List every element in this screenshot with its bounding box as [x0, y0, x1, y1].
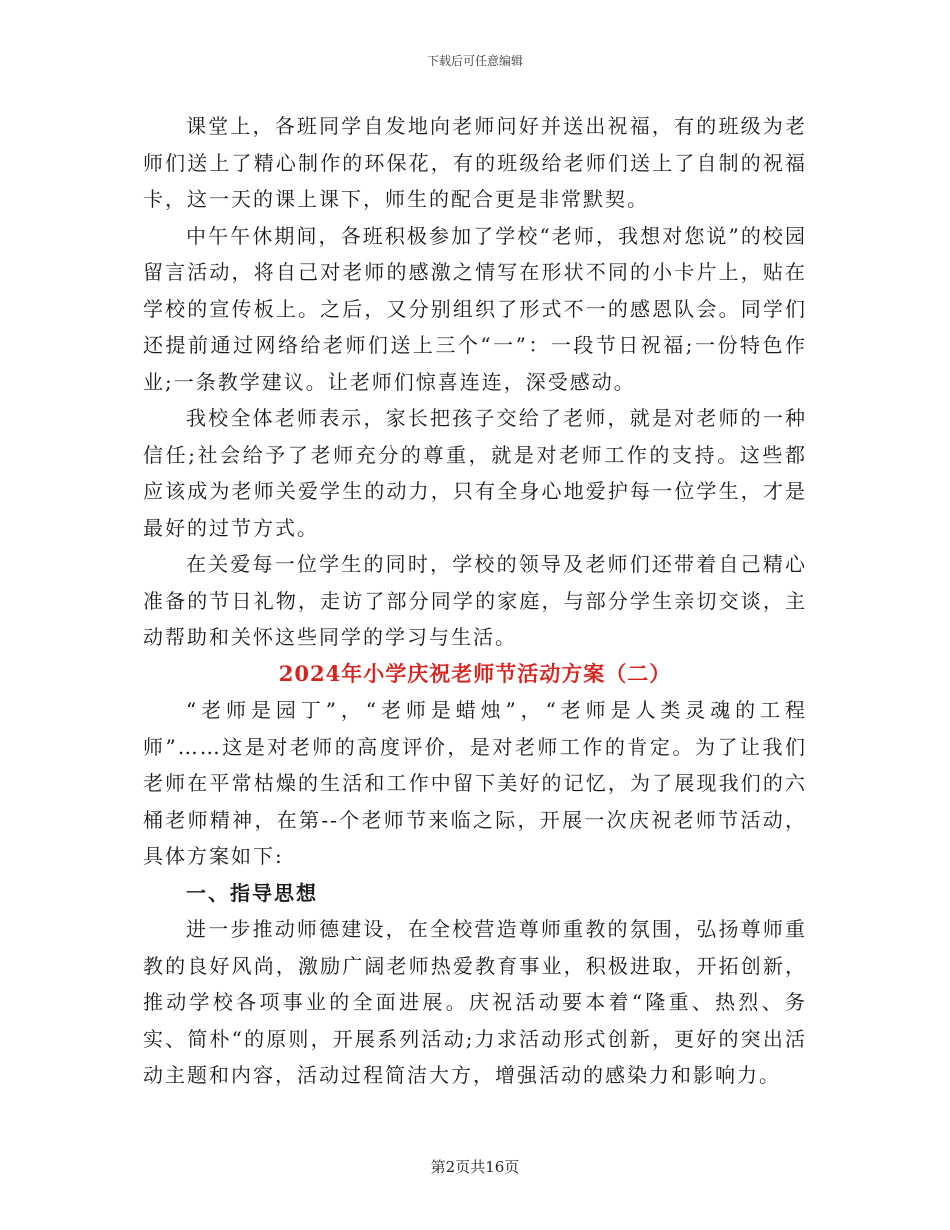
paragraph: 我校全体老师表示，家长把孩子交给了老师，就是对老师的一种信任;社会给予了老师充分的尊重，就是对老师工作的支持。这些都应该成为老师关爱学生的动力，只有全身心地爱护每一位学生，才是最好的过节方式。 — [143, 406, 807, 540]
page-number: 第2页共16页 — [430, 1158, 520, 1176]
paragraph: 在关爱每一位学生的同时，学校的领导及老师们还带着自己精心准备的节日礼物，走访了部分同学的家庭，与部分学生亲切交谈，主动帮助和关怀这些同学的学习与生活。 — [143, 552, 807, 649]
paragraph: 中午午休期间，各班积极参加了学校“老师，我想对您说”的校园留言活动，将自己对老师的感激之情写在形状不同的小卡片上，贴在学校的宣传板上。之后，又分别组织了形式不一的感恩队会。同学们还提前通过网络给老师们送上三个“一”：一段节日祝福;一份特色作业;一条教学建议。让老师们惊喜连连，深受感动。 — [143, 223, 807, 394]
header-note: 下载后可任意编辑 — [426, 54, 523, 68]
paragraph: “老师是园丁”，“老师是蜡烛”，“老师是人类灵魂的工程师”……这是对老师的高度评价，是对老师工作的肯定。为了让我们老师在平常枯燥的生活和工作中留下美好的记忆，为了展现我们的六桶老师精神，在第--个老师节来临之际，开展一次庆祝老师节活动，具体方案如下: — [143, 698, 807, 868]
paragraph: 进一步推动师德建设，在全校营造尊师重教的氛围，弘扬尊师重教的良好风尚，激励广阔老师热爱教育事业，积极进取，开拓创新，推动学校各项事业的全面进展。庆祝活动要本着“隆重、热烈、务实、简朴“的原则，开展系列活动;力求活动形式创新，更好的突出活动主题和内容，活动过程简洁大方，增强活动的感染力和影响力。 — [143, 917, 807, 1087]
section-heading: 2024年小学庆祝老师节活动方案（二） — [278, 660, 672, 686]
subsection-title: 一、指导思想 — [186, 880, 318, 905]
document-body — [143, 108, 807, 1094]
paragraph: 课堂上，各班同学自发地向老师问好并送出祝福，有的班级为老师们送上了精心制作的环保花，有的班级给老师们送上了自制的祝福卡，这一天的课上课下，师生的配合更是非常默契。 — [143, 114, 807, 211]
